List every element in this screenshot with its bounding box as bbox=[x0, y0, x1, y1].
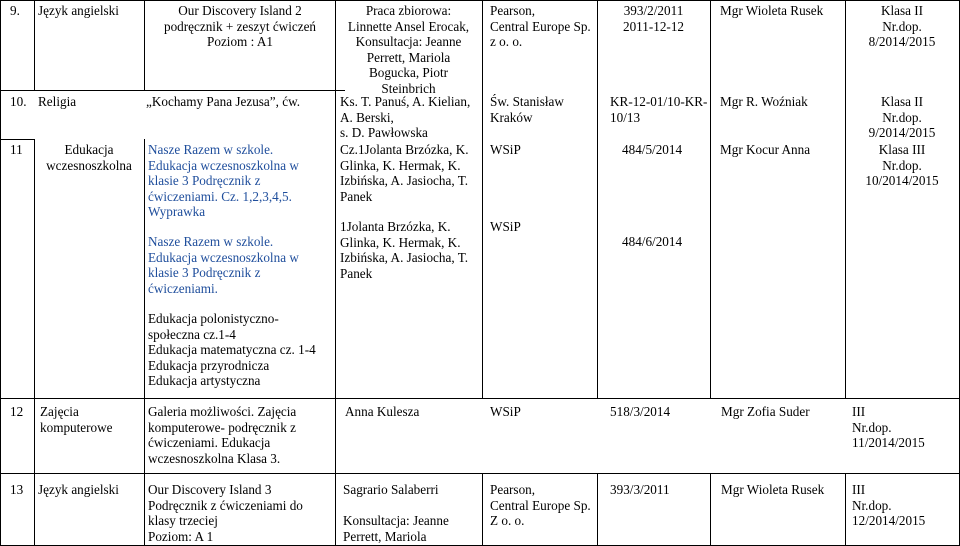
row10-approval: KR-12-01/10-KR- 10/13 bbox=[610, 94, 708, 125]
row10-teacher: Mgr R. Woźniak bbox=[720, 94, 808, 109]
row10-program: „Kochamy Pana Jezusa”, ćw. bbox=[146, 94, 301, 109]
col-rule-6 bbox=[597, 0, 598, 398]
row10-authors: Ks. T. Panuś, A. Kielian, A. Berski, s. D. Pawłowska bbox=[340, 94, 471, 140]
row9-subject: Język angielski bbox=[38, 3, 119, 18]
col-rule-1 bbox=[0, 0, 1, 546]
row12-subject: Zajęcia komputerowe bbox=[40, 404, 113, 435]
row10-class: Klasa II Nr.dop. 9/2014/2015 bbox=[868, 94, 936, 140]
row12-authors: Anna Kulesza bbox=[345, 404, 420, 419]
row12-publisher: WSiP bbox=[490, 404, 521, 419]
col-rule-3 bbox=[144, 0, 145, 90]
row13-approval: 393/3/2011 bbox=[610, 482, 670, 497]
col-rule-5 bbox=[482, 0, 483, 398]
row13-teacher: Mgr Wioleta Rusek bbox=[721, 482, 825, 497]
row12-teacher: Mgr Zofia Suder bbox=[721, 404, 810, 419]
row9-number: 9. bbox=[10, 3, 20, 18]
row10-subject: Religia bbox=[38, 94, 77, 109]
row11-approval-b: 484/6/2014 bbox=[622, 234, 683, 249]
row12-class: III Nr.dop. 11/2014/2015 bbox=[852, 404, 925, 450]
row13-number: 13 bbox=[10, 482, 24, 497]
row13-program: Our Discovery Island 3 Podręcznik z ćwiczeniami do klasy trzeciej Poziom: A 1 bbox=[148, 482, 303, 544]
row11-publisher-a: WSiP bbox=[490, 142, 521, 157]
row9-teacher: Mgr Wioleta Rusek bbox=[720, 3, 824, 18]
row10-number: 10. bbox=[10, 94, 27, 109]
row11-teacher: Mgr Kocur Anna bbox=[720, 142, 811, 157]
row11-subject: Edukacja wczesnoszkolna bbox=[46, 142, 132, 173]
col-rule-3b bbox=[144, 139, 145, 546]
row11-class: Klasa III Nr.dop. 10/2014/2015 bbox=[865, 142, 939, 188]
col-rule-8b bbox=[845, 473, 846, 546]
row11-publisher-b: WSiP bbox=[490, 219, 521, 234]
row12-program: Galeria możliwości. Zajęcia komputerowe- podręcznik z ćwiczeniami. Edukacja wczesnoszkolna Klasa 3. bbox=[148, 404, 297, 466]
row12-number: 12 bbox=[10, 404, 24, 419]
rule-after-10 bbox=[0, 139, 34, 140]
row9-publisher: Pearson, Central Europe Sp. z o. o. bbox=[490, 3, 591, 49]
row11-number: 11 bbox=[10, 142, 23, 157]
col-rule-6b bbox=[597, 473, 598, 546]
row9-approval: 393/2/2011 2011-12-12 bbox=[622, 3, 685, 34]
col-rule-2b bbox=[34, 139, 35, 546]
row11-program-a: Nasze Razem w szkole. Edukacja wczesnoszkolna w klasie 3 Podręcznik z ćwiczeniami. Cz. 1,2,3,4,5. Wyprawka bbox=[148, 142, 299, 219]
row11-authors-a: Cz.1Jolanta Brzózka, K. Glinka, K. Hermak, K. Izbińska, A. Jasiocha, T. Panek bbox=[340, 142, 469, 204]
row11-approval-a: 484/5/2014 bbox=[622, 142, 683, 157]
row9-authors: Praca zbiorowa: Linnette Ansel Erocak, Konsultacja: Jeanne Perrett, Mariola Bogucka, Piotr Steinbrich bbox=[347, 3, 470, 96]
row11-authors-b: 1Jolanta Brzózka, K. Glinka, K. Hermak, K. Izbińska, A. Jasiocha, T. Panek bbox=[340, 219, 469, 281]
col-rule-7b bbox=[710, 473, 711, 546]
row12-approval: 518/3/2014 bbox=[610, 404, 671, 419]
col-rule-8 bbox=[845, 0, 846, 398]
row9-class: Klasa II Nr.dop. 8/2014/2015 bbox=[868, 3, 936, 49]
row11-program-c: Edukacja polonistyczno- społeczna cz.1-4 Edukacja matematyczna cz. 1-4 Edukacja przyrodnicza Edukacja artystyczna bbox=[148, 311, 316, 388]
row13-subject: Język angielski bbox=[38, 482, 119, 497]
col-rule-7 bbox=[710, 0, 711, 398]
row13-authors: Sagrario Salaberri Konsultacja: Jeanne Perrett, Mariola bbox=[343, 482, 449, 544]
row10-publisher: Św. Stanisław Kraków bbox=[490, 94, 564, 125]
rule-after-9 bbox=[0, 90, 345, 91]
col-rule-2 bbox=[34, 0, 35, 90]
row11-program-b: Nasze Razem w szkole. Edukacja wczesnoszkolna w klasie 3 Podręcznik z ćwiczeniami. bbox=[148, 234, 299, 296]
row9-program: Our Discovery Island 2 podręcznik + zeszyt ćwiczeń Poziom : A1 bbox=[163, 3, 317, 49]
row13-class: III Nr.dop. 12/2014/2015 bbox=[852, 482, 926, 528]
row13-publisher: Pearson, Central Europe Sp. Z o. o. bbox=[490, 482, 591, 528]
col-rule-5b bbox=[482, 473, 483, 546]
